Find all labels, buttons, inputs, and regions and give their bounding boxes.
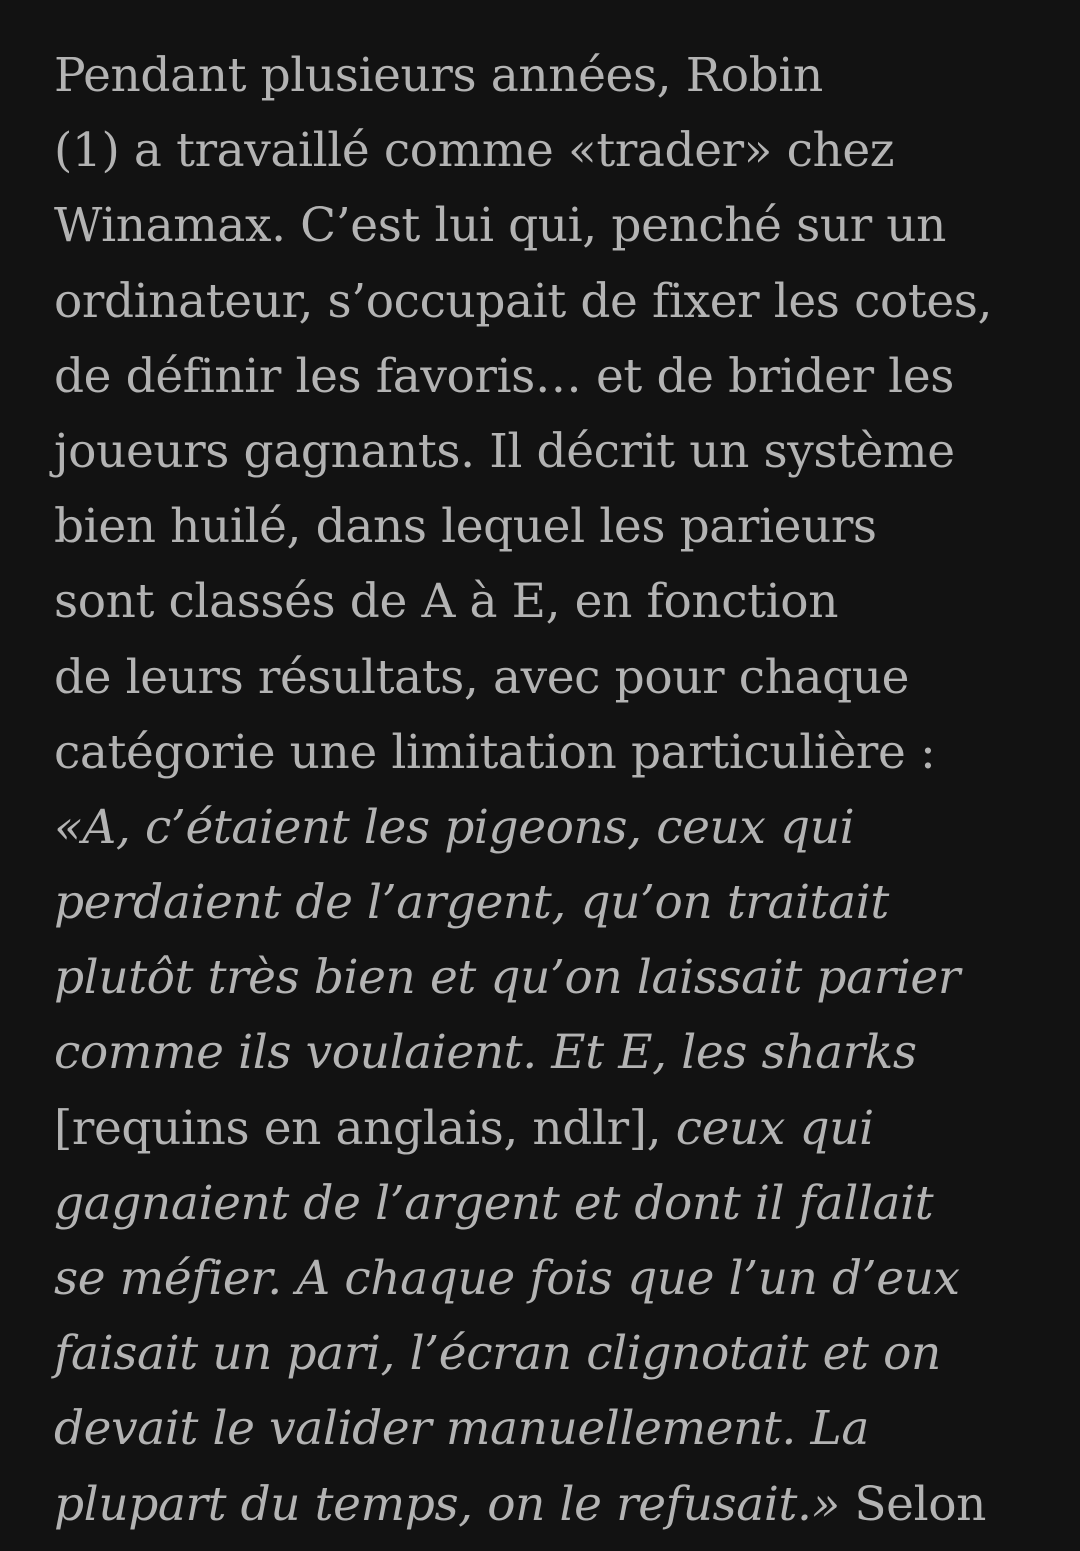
article-line <box>54 414 1054 489</box>
article-line <box>54 715 1054 790</box>
text-segment: Selon <box>839 1476 986 1532</box>
text-segment: de leurs résultats, avec pour chaque <box>54 649 910 705</box>
article-line <box>54 489 1054 564</box>
quote-segment: ceux qui <box>675 1100 874 1156</box>
text-segment: Winamax. C’est lui qui, penché sur un <box>54 198 947 254</box>
text-segment: ordinateur, s’occupait de fixer les cotes, <box>54 273 993 329</box>
text-segment: sont classés de A à E, en fonction <box>54 574 839 630</box>
quote-segment: se méfier. A chaque fois que l’un d’eux <box>54 1251 960 1306</box>
quote-line <box>54 790 1054 865</box>
editor-note: [requins en anglais, ndlr], <box>54 1100 676 1156</box>
text-segment: joueurs gagnants. Il décrit un système <box>54 423 955 479</box>
quote-segment: faisait un pari, l’écran clignotait et on <box>54 1326 941 1382</box>
quote-segment: comme ils voulaient. Et E, les sharks <box>54 1025 917 1081</box>
quote-line <box>54 1166 1054 1241</box>
mixed-line <box>54 1091 1054 1166</box>
quote-line <box>54 865 1054 940</box>
article-line <box>54 188 1054 263</box>
quote-segment: devait le valider manuellement. La <box>54 1401 869 1457</box>
text-segment: de définir les favoris… et de brider les <box>54 348 954 404</box>
article-line <box>54 564 1054 639</box>
quote-line <box>54 1241 1054 1316</box>
article-line <box>54 640 1054 715</box>
mixed-line <box>54 1467 1054 1542</box>
quote-segment: perdaient de l’argent, qu’on traitait <box>54 875 889 931</box>
article-line <box>54 113 1054 188</box>
quote-segment: plupart du temps, on le refusait.» <box>54 1476 840 1532</box>
text-segment: bien huilé, dans lequel les parieurs <box>54 499 877 555</box>
article-line <box>54 339 1054 414</box>
quote-line <box>54 1316 1054 1391</box>
quote-segment: gagnaient de l’argent et dont il fallait <box>54 1175 934 1231</box>
article-line <box>54 38 1054 113</box>
quote-line <box>54 940 1054 1015</box>
article-body <box>54 38 1054 1542</box>
quote-line <box>54 1015 1054 1090</box>
text-segment: Pendant plusieurs années, Robin <box>54 48 823 103</box>
text-segment: catégorie une limitation particulière : <box>54 724 936 780</box>
text-segment: (1) a travaillé comme «trader» chez <box>54 123 895 179</box>
article-line <box>54 264 1054 339</box>
quote-segment: plutôt très bien et qu’on laissait parier <box>54 950 960 1006</box>
quote-line <box>54 1391 1054 1466</box>
quote-segment: «A, c’étaient les pigeons, ceux qui <box>54 799 855 855</box>
